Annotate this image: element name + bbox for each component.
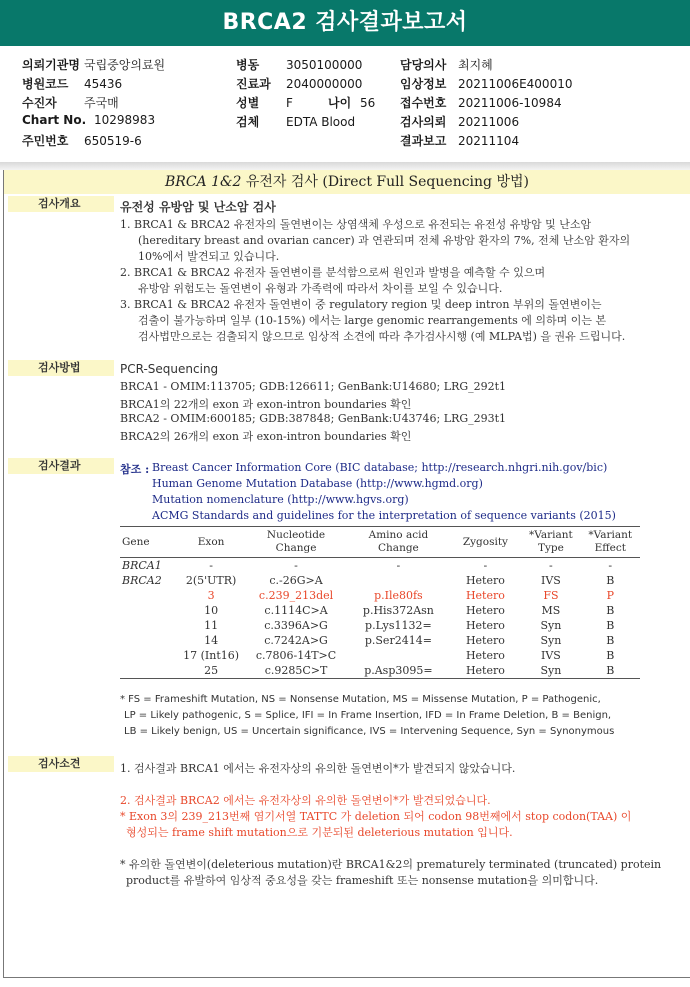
col-variant-effect: *Variant Effect xyxy=(581,527,640,558)
col-nucleotide: Nucleotide Change xyxy=(245,527,347,558)
table-row: BRCA2 2(5'UTR) c.-26G>A Hetero IVS B xyxy=(122,574,615,587)
header-divider xyxy=(0,162,690,170)
report-body xyxy=(3,170,690,978)
table-row: BRCA1 - - - - - - xyxy=(122,559,613,572)
table-row: 11 c.3396A>G p.Lys1132= Hetero Syn B xyxy=(204,619,615,632)
method-line-3: BRCA1의 22개의 exon 과 exon-intron boundaries 확인 xyxy=(120,398,412,411)
findings-note-2: product를 유발하여 임상적 중요성을 갖는 frameshift 또는 nonsense mutation을 의미합니다. xyxy=(126,874,599,887)
result-ref-hgvs: Mutation nomenclature (http://www.hgvs.org) xyxy=(152,493,409,506)
col-exon: Exon xyxy=(177,527,245,558)
findings-note-1: * 유의한 돌연변이(deleterious mutation)란 BRCA1&2의 prematurely terminated (truncated) protein xyxy=(120,858,662,871)
method-line-4: BRCA2 - OMIM:600185; GDB:387848; GenBank:U43746; LRG_293t1 xyxy=(120,412,507,425)
test-title: BRCA 1&2 유전자 검사 (Direct Full Sequencing 방법) xyxy=(4,170,690,194)
header-physician: 담당의사 최지혜 xyxy=(400,58,493,72)
header-specimen: 검체 EDTA Blood xyxy=(236,115,356,129)
findings-line-3: * Exon 3의 239_213번째 염기서열 TATTC 가 deletion 되어 codon 98번째에서 stop codon(TAA) 이 xyxy=(120,810,632,823)
overview-item-1-line-2: (hereditary breast and ovarian cancer) 과 연관되며 전체 유방암 환자의 7%, 전체 난소암 환자의 xyxy=(138,234,631,247)
method-line-2: BRCA1 - OMIM:113705; GDB:126611; GenBank:U14680; LRG_292t1 xyxy=(120,380,507,393)
table-row: 17 (Int16) c.7806-14T>C Hetero IVS B xyxy=(183,649,615,662)
header-institution: 의뢰기관명 국립중앙의료원 xyxy=(22,58,166,72)
result-ref-acmg: ACMG Standards and guidelines for the interpretation of sequence variants (2015) xyxy=(152,509,616,522)
col-zygosity: Zygosity xyxy=(450,527,522,558)
header-age: 나이 56 xyxy=(328,96,376,110)
result-ref-hgmd: Human Genome Mutation Database (http://www.hgmd.org) xyxy=(152,477,483,490)
variant-table xyxy=(120,526,640,679)
header-ward: 병동 3050100000 xyxy=(236,58,363,72)
section-label-result: 검사결과 xyxy=(8,458,114,474)
header-hospital-code: 병원코드 45436 xyxy=(22,77,123,91)
footnote-line-1: * FS = Frameshift Mutation, NS = Nonsense Mutation, MS = Missense Mutation, P = Pathogenic, xyxy=(120,694,601,705)
result-ref-bic: Breast Cancer Information Core (BIC database; http://research.nhgri.nih.gov/bic) xyxy=(152,461,608,474)
header-chart-no: Chart No. 10298983 xyxy=(22,113,156,127)
header-clinical-info: 임상정보 20211006E400010 xyxy=(400,77,573,91)
header-receipt-no: 접수번호 20211006-10984 xyxy=(400,96,562,110)
table-row-pathogenic: 3 c.239_213del p.Ile80fs Hetero FS P xyxy=(207,589,614,602)
overview-item-1-line-1: 1. BRCA1 & BRCA2 유전자의 돌연변이는 상염색체 우성으로 유전되는 유전성 유방암 및 난소암 xyxy=(120,218,592,231)
result-ref-prefix: 참조 : xyxy=(120,463,150,476)
findings-line-4: 형성되는 frame shift mutation으로 기분되된 deleterious mutation 입니다. xyxy=(126,826,513,839)
footnote-line-3: LB = Likely benign, US = Uncertain significance, IVS = Intervening Sequence, Syn = Synonymous xyxy=(124,726,615,737)
header-resident-no: 주민번호 650519-6 xyxy=(22,134,142,148)
section-label-method: 검사방법 xyxy=(8,360,114,376)
overview-heading: 유전성 유방암 및 난소암 검사 xyxy=(120,200,276,214)
header-department: 진료과 2040000000 xyxy=(236,77,363,91)
patient-header xyxy=(0,50,690,160)
header-request-date: 검사의뢰 20211006 xyxy=(400,115,520,129)
table-row: 25 c.9285C>T p.Asp3095= Hetero Syn B xyxy=(120,663,640,679)
overview-item-2-line-1: 2. BRCA1 & BRCA2 유전자 돌연변이를 분석함으로써 원인과 발병을 예측할 수 있으며 xyxy=(120,266,546,279)
method-line-1: PCR-Sequencing xyxy=(120,362,219,376)
col-gene: Gene xyxy=(120,527,177,558)
overview-item-1-line-3: 10%에서 발견되고 있습니다. xyxy=(138,250,280,263)
findings-line-2: 2. 검사결과 BRCA2 에서는 유전자상의 유의한 돌연변이*가 발견되었습니다. xyxy=(120,794,491,807)
header-patient: 수진자 주국매 xyxy=(22,96,119,110)
table-row: 10 c.1114C>A p.His372Asn Hetero MS B xyxy=(204,604,615,617)
overview-item-3-line-3: 검사법만으로는 검출되지 않으므로 임상적 소견에 따라 추가검사시행 (예 MLPA법) 을 권유 드립니다. xyxy=(138,330,626,343)
findings-line-1: 1. 검사결과 BRCA1 에서는 유전자상의 유의한 돌연변이*가 발견되지 않았습니다. xyxy=(120,762,516,775)
overview-item-3-line-1: 3. BRCA1 & BRCA2 유전자 돌연변이 중 regulatory region 및 deep intron 부위의 돌연변이는 xyxy=(120,298,602,311)
overview-item-2-line-2: 유방암 위험도는 돌연변이 유형과 가족력에 따라서 차이를 보일 수 있습니다. xyxy=(138,282,503,295)
section-label-overview: 검사개요 xyxy=(8,196,114,212)
overview-item-3-line-2: 검출이 불가능하며 일부 (10-15%) 에서는 large genomic rearrangements 에 의하며 이는 본 xyxy=(138,314,607,327)
report-title-bar: BRCA2 검사결과보고서 xyxy=(0,0,690,46)
section-label-findings: 검사소견 xyxy=(8,756,114,772)
footnote-line-2: LP = Likely pathogenic, S = Splice, IFI = In Frame Insertion, IFD = In Frame Deletion, B = Benign, xyxy=(124,710,612,721)
col-variant-type: *Variant Type xyxy=(521,527,580,558)
header-report-date: 결과보고 20211104 xyxy=(400,134,520,148)
header-sex: 성별 F xyxy=(236,96,293,110)
method-line-5: BRCA2의 26개의 exon 과 exon-intron boundaries 확인 xyxy=(120,430,412,443)
table-row: 14 c.7242A>G p.Ser2414= Hetero Syn B xyxy=(204,634,615,647)
col-amino-acid: Amino acid Change xyxy=(347,527,449,558)
